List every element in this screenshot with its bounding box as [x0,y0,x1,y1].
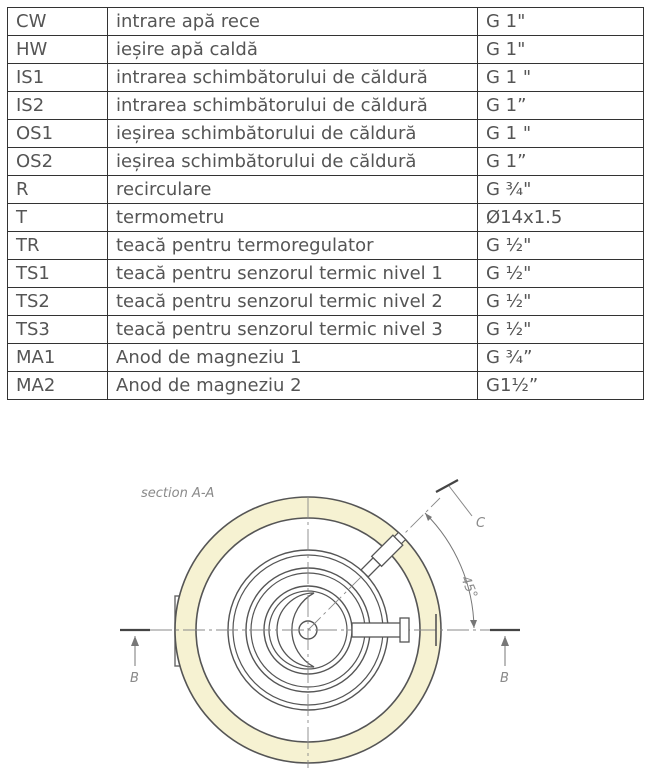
connection-code: T [8,204,108,232]
connection-size: G1½” [478,372,644,400]
table-row [8,8,644,36]
connection-size: G 1 " [478,120,644,148]
table-row [8,288,644,316]
connection-size: G 1" [478,8,644,36]
table-row [8,344,644,372]
connection-code: IS1 [8,64,108,92]
table-row [8,232,644,260]
connection-description: Anod de magneziu 2 [108,372,478,400]
side-connection-pipe [352,623,404,637]
connection-code: R [8,176,108,204]
connection-size: Ø14x1.5 [478,204,644,232]
table-row [8,92,644,120]
table-row [8,260,644,288]
connection-code: MA2 [8,372,108,400]
connection-description: teacă pentru senzorul termic nivel 2 [108,288,478,316]
connection-size: G ½" [478,232,644,260]
connections-table-body [8,8,644,400]
connection-size: G 1" [478,36,644,64]
connection-code: TS3 [8,316,108,344]
table-row [8,204,644,232]
connection-code: CW [8,8,108,36]
connection-description: ieșirea schimbătorului de căldură [108,148,478,176]
angle-label: 45° [457,573,480,601]
section-label: section A-A [141,486,215,501]
table-row [8,316,644,344]
connection-description: ieșire apă caldă [108,36,478,64]
connection-size: G ¾" [478,176,644,204]
connection-description: intrare apă rece [108,8,478,36]
connection-code: OS2 [8,148,108,176]
table-row [8,176,644,204]
connection-size: G ¾” [478,344,644,372]
table-row [8,372,644,400]
side-connection-nut [400,618,409,642]
connection-description: teacă pentru senzorul termic nivel 1 [108,260,478,288]
cut-line-c [449,486,472,516]
connection-code: HW [8,36,108,64]
connection-description: intrarea schimbătorului de căldură [108,64,478,92]
label-c: C [476,516,486,531]
connection-description: teacă pentru termoregulator [108,232,478,260]
connection-description: termometru [108,204,478,232]
connection-code: OS1 [8,120,108,148]
connection-code: TR [8,232,108,260]
table-row [8,120,644,148]
connection-code: MA1 [8,344,108,372]
connection-size: G ½" [478,260,644,288]
connection-code: IS2 [8,92,108,120]
connection-description: ieșirea schimbătorului de căldură [108,120,478,148]
angle-arrow-bottom [470,620,477,628]
connection-size: G 1 " [478,64,644,92]
section-drawing [0,410,650,772]
table-row [8,36,644,64]
connections-table [7,7,644,400]
connection-description: recirculare [108,176,478,204]
connection-size: G ½" [478,288,644,316]
section-b-left-arrowhead [131,636,139,646]
connection-size: G 1” [478,148,644,176]
connection-description: teacă pentru senzorul termic nivel 3 [108,316,478,344]
cut-mark-c [436,480,458,492]
connection-description: Anod de magneziu 1 [108,344,478,372]
connection-code: TS1 [8,260,108,288]
section-b-right-arrowhead [501,636,509,646]
connection-size: G ½" [478,316,644,344]
table-row [8,148,644,176]
connection-description: intrarea schimbătorului de căldură [108,92,478,120]
label-b-right: B [500,671,509,686]
table-row [8,64,644,92]
connection-size: G 1” [478,92,644,120]
label-b-left: B [130,671,139,686]
connection-code: TS2 [8,288,108,316]
